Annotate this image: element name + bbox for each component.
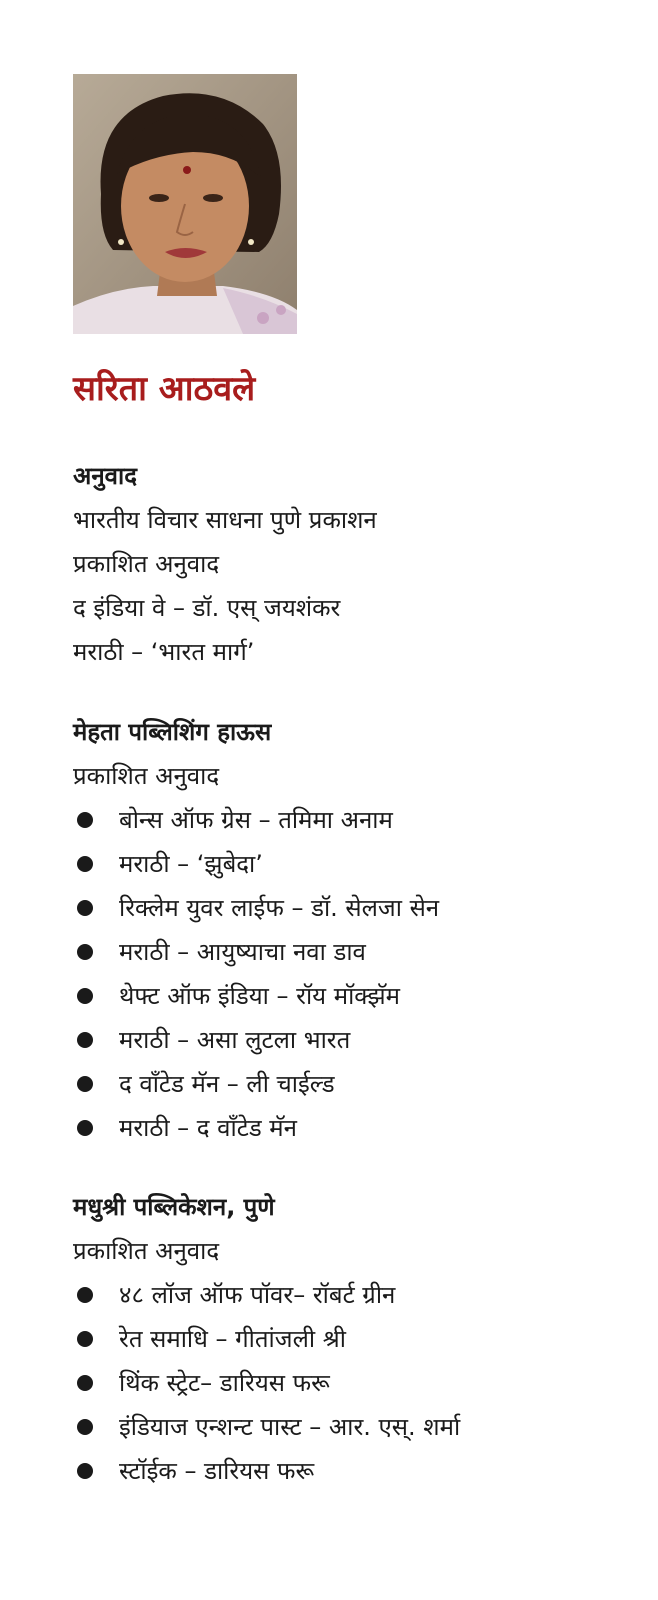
book-list (73, 1273, 643, 1493)
published-label: प्रकाशित अनुवाद (73, 762, 220, 790)
list-item (73, 1062, 643, 1106)
list-item (73, 1273, 643, 1317)
bullet-icon (77, 900, 93, 916)
published-label: प्रकाशित अनुवाद (73, 1237, 220, 1265)
translations-section (73, 454, 643, 674)
list-item (73, 1361, 643, 1405)
section-heading: मधुश्री पब्लिकेशन, पुणे (73, 1193, 275, 1221)
list-item (73, 842, 643, 886)
bullet-icon (77, 1331, 93, 1347)
list-item-text: मराठी – असा लुटला भारत (119, 1026, 351, 1054)
list-item-text: मराठी – द वाँटेड मॅन (119, 1114, 297, 1142)
list-item (73, 798, 643, 842)
publisher-line: भारतीय विचार साधना पुणे प्रकाशन (73, 506, 377, 534)
bullet-icon (77, 944, 93, 960)
list-item-text: स्टॉईक – डारियस फरू (119, 1457, 315, 1485)
bullet-icon (77, 1120, 93, 1136)
list-item (73, 1317, 643, 1361)
bullet-icon (77, 1375, 93, 1391)
madhushree-publication-section (73, 1185, 643, 1493)
book-line: द इंडिया वे – डॉ. एस् जयशंकर (73, 594, 341, 622)
list-item (73, 974, 643, 1018)
bullet-icon (77, 1032, 93, 1048)
list-item (73, 886, 643, 930)
list-item-text: थेफ्ट ऑफ इंडिया – रॉय मॉक्झॅम (119, 982, 400, 1010)
list-item (73, 930, 643, 974)
list-item (73, 1106, 643, 1150)
section-heading: मेहता पब्लिशिंग हाऊस (73, 718, 272, 746)
bullet-icon (77, 1463, 93, 1479)
list-item (73, 1405, 643, 1449)
list-item-text: रिक्लेम युवर लाईफ – डॉ. सेलजा सेन (119, 894, 440, 922)
list-item (73, 1018, 643, 1062)
mehta-publishing-section (73, 710, 643, 1150)
bullet-icon (77, 856, 93, 872)
author-name: सरिता आठवले (73, 369, 256, 409)
list-item-text: ४८ लॉज ऑफ पॉवर– रॉबर्ट ग्रीन (119, 1281, 396, 1309)
bullet-icon (77, 988, 93, 1004)
bullet-icon (77, 1287, 93, 1303)
bullet-icon (77, 1419, 93, 1435)
published-label: प्रकाशित अनुवाद (73, 550, 220, 578)
list-item-text: थिंक स्ट्रेट– डारियस फरू (119, 1369, 330, 1397)
list-item (73, 1449, 643, 1493)
list-item-text: इंडियाज एन्शन्ट पास्ट – आर. एस्. शर्मा (119, 1413, 461, 1441)
list-item-text: मराठी – आयुष्याचा नवा डाव (119, 938, 366, 966)
marathi-title-line: मराठी – ‘भारत मार्ग’ (73, 638, 255, 666)
author-photo (73, 74, 297, 334)
section-heading: अनुवाद (73, 462, 137, 490)
bullet-icon (77, 812, 93, 828)
list-item-text: मराठी – ‘झुबेदा’ (119, 850, 263, 878)
list-item-text: द वाँटेड मॅन – ली चाईल्ड (119, 1070, 335, 1098)
list-item-text: बोन्स ऑफ ग्रेस – तमिमा अनाम (119, 806, 393, 834)
bullet-icon (77, 1076, 93, 1092)
book-list (73, 798, 643, 1150)
list-item-text: रेत समाधि – गीतांजली श्री (119, 1325, 346, 1353)
